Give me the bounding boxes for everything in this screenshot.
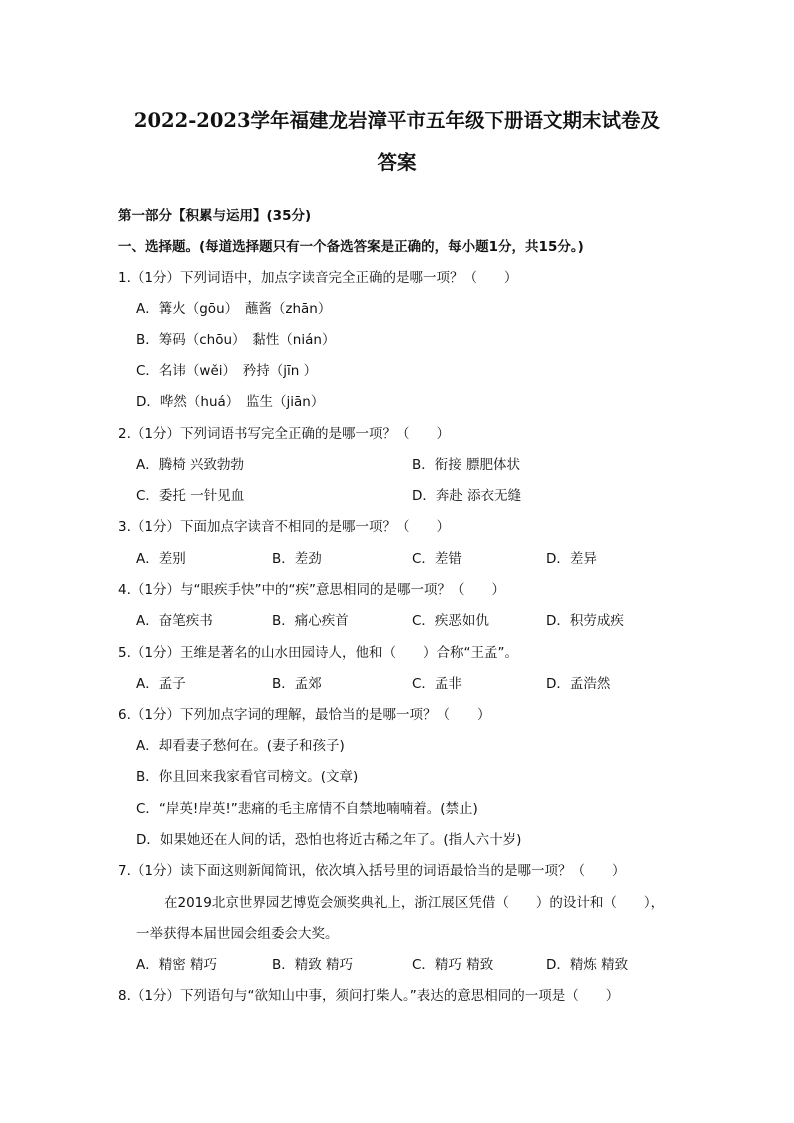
- question-7-option-c: C．精巧 精致: [412, 957, 494, 973]
- question-1-option-b: B．筹码（chōu） 黏性（nián）: [136, 332, 336, 348]
- question-8-stem: 8.（1分）下列语句与“欲知山中事，须问打柴人。”表达的意思相同的一项是（ ）: [118, 988, 620, 1004]
- question-1-option-d: D．哗然（huá） 监生（jiān）: [136, 394, 325, 410]
- part-heading: 第一部分【积累与运用】(35分): [118, 208, 312, 224]
- question-4-option-c: C．疾恶如仇: [412, 613, 489, 629]
- question-2-option-b: B．衔接 膘肥体状: [412, 457, 521, 473]
- question-4-stem: 4.（1分）与“眼疾手快”中的“疾”意思相同的是哪一项？（ ）: [118, 582, 505, 598]
- question-3-option-d: D．差异: [546, 551, 597, 567]
- question-3-stem: 3.（1分）下面加点字读音不相同的是哪一项？（ ）: [118, 519, 450, 535]
- question-5-option-a: A．孟子: [136, 676, 186, 692]
- question-2-option-d: D．奔赴 添衣无缝: [412, 488, 522, 504]
- question-5-option-b: B．孟郊: [272, 676, 322, 692]
- question-1-option-c: C．名讳（wěi） 矜持（jīn ）: [136, 363, 318, 379]
- question-7-stem: 7.（1分）读下面这则新闻简讯，依次填入括号里的词语最恰当的是哪一项？（ ）: [118, 863, 626, 879]
- question-6-stem: 6.（1分）下列加点字词的理解，最恰当的是哪一项？（ ）: [118, 707, 491, 723]
- question-7-option-b: B．精致 精巧: [272, 957, 354, 973]
- question-6-option-c: C．“岸英!岸英!”悲痛的毛主席情不自禁地喃喃着。(禁止): [136, 801, 478, 817]
- question-6-option-a: A．却看妻子愁何在。(妻子和孩子): [136, 738, 345, 754]
- question-3-option-b: B．差劲: [272, 551, 322, 567]
- question-3-option-c: C．差错: [412, 551, 462, 567]
- question-2-option-a: A．腾椅 兴致勃勃: [136, 457, 245, 473]
- question-4-option-a: A．奋笔疾书: [136, 613, 213, 629]
- question-4-option-d: D．积劳成疾: [546, 613, 624, 629]
- question-7-passage-line-1: 在2019北京世界园艺博览会颁奖典礼上，浙江展区凭借（ ）的设计和（ ），: [164, 895, 665, 911]
- question-3-option-a: A．差别: [136, 551, 186, 567]
- section-heading: 一、选择题。(每道选择题只有一个备选答案是正确的，每小题1分，共15分。): [118, 239, 584, 255]
- question-4-option-b: B．痛心疾首: [272, 613, 349, 629]
- question-7-passage-line-2: 一举获得本届世园会组委会大奖。: [136, 926, 339, 942]
- question-6-option-b: B．你且回来我家看官司榜文。(文章): [136, 769, 359, 785]
- title-line-1: 2022-2023学年福建龙岩漳平市五年级下册语文期末试卷及: [133, 109, 661, 132]
- question-1-stem: 1.（1分）下列词语中，加点字读音完全正确的是哪一项？（ ）: [118, 270, 518, 286]
- question-6-option-d: D．如果她还在人间的话，恐怕也将近古稀之年了。(指人六十岁): [136, 832, 522, 848]
- question-1-option-a: A．篝火（gōu） 蘸酱（zhān）: [136, 301, 332, 317]
- title-line-2: 答案: [377, 151, 417, 174]
- question-7-option-a: A．精密 精巧: [136, 957, 218, 973]
- question-5-option-d: D．孟浩然: [546, 676, 611, 692]
- question-5-option-c: C．孟非: [412, 676, 462, 692]
- exam-title: [0, 100, 794, 184]
- question-7-option-d: D．精炼 精致: [546, 957, 629, 973]
- question-2-option-c: C．委托 一针见血: [136, 488, 245, 504]
- question-5-stem: 5.（1分）王维是著名的山水田园诗人，他和（ ）合称“王孟”。: [118, 645, 518, 661]
- question-2-stem: 2.（1分）下列词语书写完全正确的是哪一项？（ ）: [118, 426, 450, 442]
